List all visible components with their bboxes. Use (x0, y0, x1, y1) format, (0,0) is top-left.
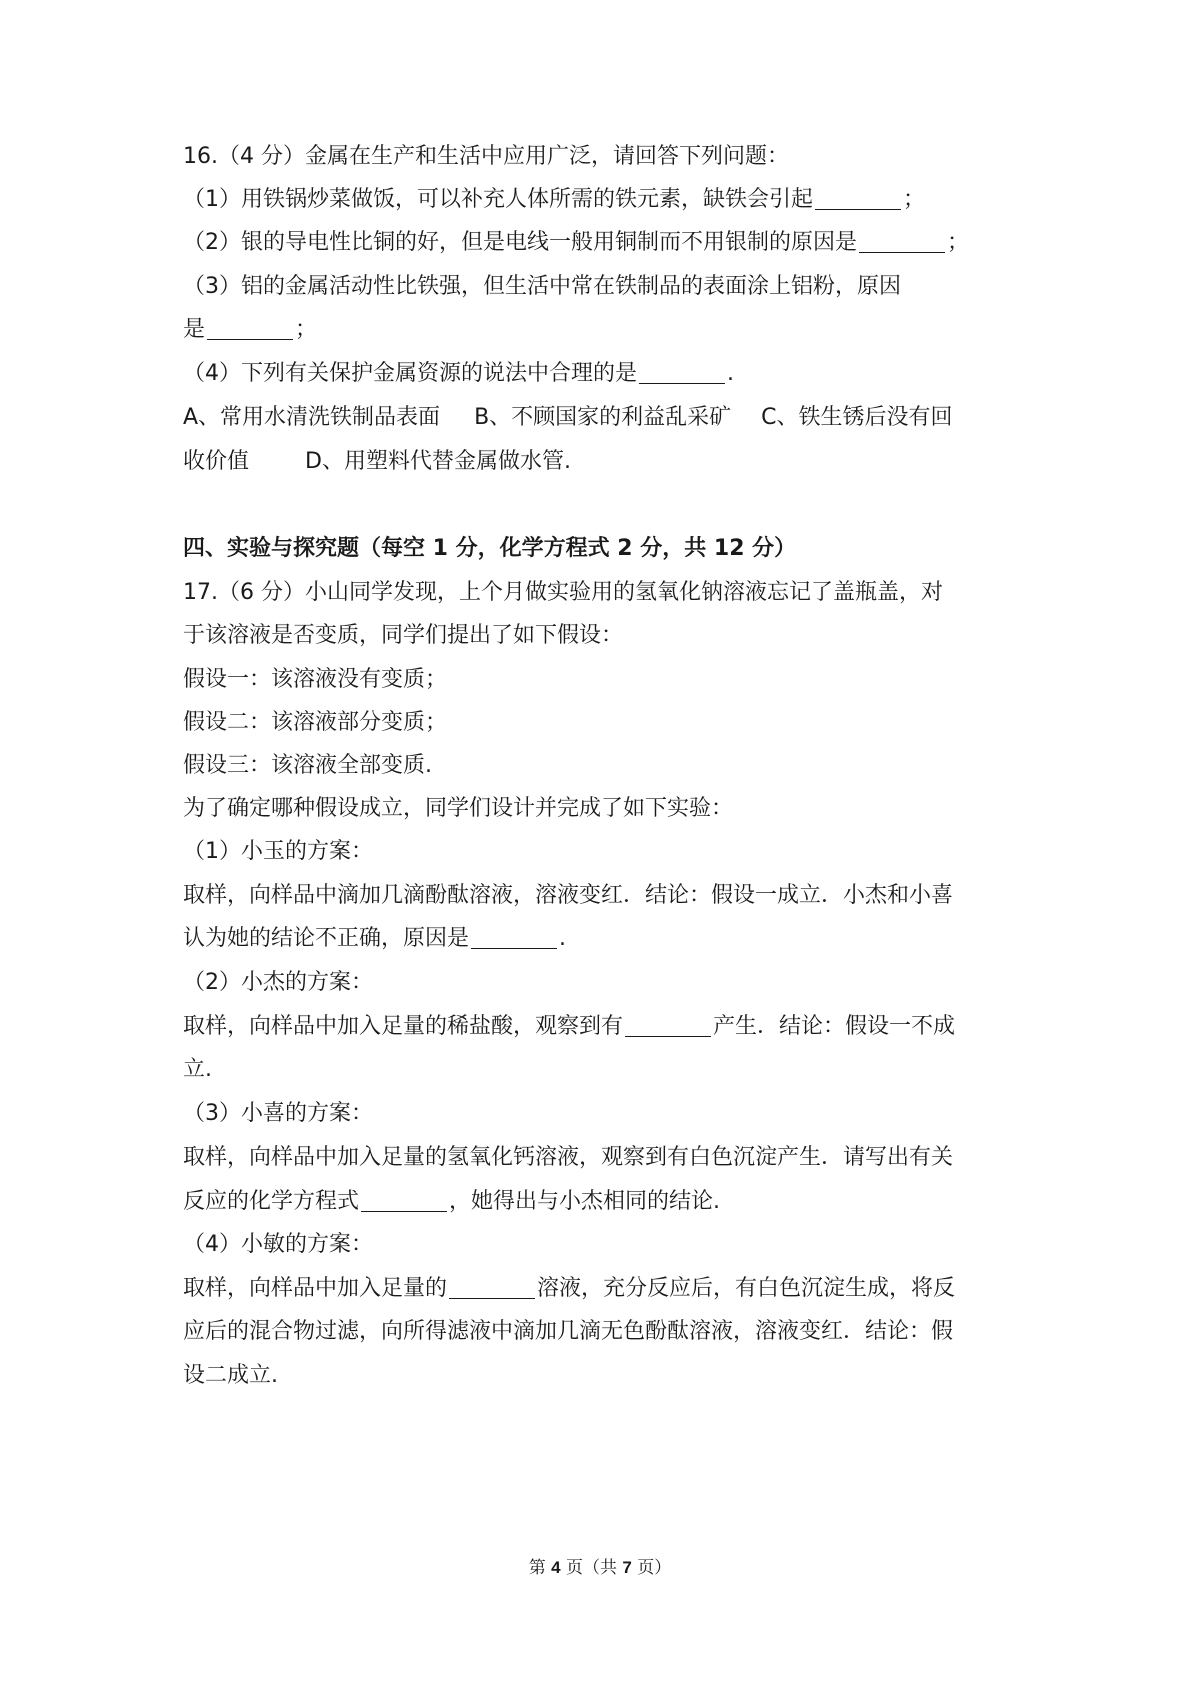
option-c-cont: 收价值 (183, 449, 250, 474)
option-b: B、不顾国家的利益乱采矿 (474, 405, 732, 430)
footer-suffix: 页） (637, 1558, 672, 1578)
option-a: A、常用水清洗铁制品表面 (183, 405, 441, 430)
q16-part3-text: 是 (183, 317, 206, 342)
answer-blank[interactable] (361, 1189, 447, 1212)
scheme-1-title: （1）小玉的方案： (183, 839, 373, 864)
answer-blank[interactable] (815, 187, 901, 210)
q16-part1-text: （1）用铁锅炒菜做饭，可以补充人体所需的铁元素，缺铁会引起 (183, 187, 813, 212)
q16-part4 (183, 358, 734, 390)
scheme-3-line1: 取样，向样品中加入足量的氢氧化钙溶液，观察到有白色沉淀产生．请写出有关 (183, 1145, 954, 1170)
q17-intro: 为了确定哪种假设成立，同学们设计并完成了如下实验： (183, 796, 734, 821)
scheme-3-end: ，她得出与小杰相同的结论. (449, 1189, 721, 1214)
q16-options-line2 (183, 446, 571, 478)
scheme-3-title: （3）小喜的方案： (183, 1101, 373, 1126)
scheme-4-end: 溶液，充分反应后，有白色沉淀生成，将反 (537, 1276, 956, 1301)
answer-blank[interactable] (207, 317, 293, 340)
scheme-2-line2: 立. (183, 1057, 212, 1082)
q16-part3-line2 (183, 314, 317, 346)
q16-part2-end: ； (947, 230, 970, 255)
scheme-3-line2 (183, 1186, 720, 1218)
hypothesis-2: 假设二：该溶液部分变质； (183, 710, 448, 735)
scheme-3-text: 反应的化学方程式 (183, 1189, 360, 1214)
page-footer (0, 1553, 1200, 1578)
scheme-4-line3: 设二成立. (183, 1363, 278, 1388)
q16-part4-end: . (727, 361, 734, 386)
scheme-1-line1: 取样，向样品中滴加几滴酚酞溶液，溶液变红．结论：假设一成立．小杰和小喜 (183, 883, 954, 908)
q16-part3-end: ； (295, 317, 318, 342)
q16-options-line1 (183, 402, 953, 434)
q16-part3-line1: （3）铝的金属活动性比铁强，但生活中常在铁制品的表面涂上铝粉，原因 (183, 274, 901, 299)
answer-blank[interactable] (639, 361, 725, 384)
q16-part1-end: ； (903, 187, 926, 212)
footer-middle: 页（共 (566, 1558, 617, 1578)
scheme-2-line1 (183, 1011, 955, 1043)
footer-prefix: 第 (528, 1558, 546, 1578)
q16-stem: 16.（4 分）金属在生产和生活中应用广泛，请回答下列问题： (183, 144, 789, 169)
q16-part1 (183, 184, 925, 216)
q17-stem-line2: 于该溶液是否变质，同学们提出了如下假设： (183, 623, 624, 648)
scheme-4-text: 取样，向样品中加入足量的 (183, 1276, 448, 1301)
q16-part2-text: （2）银的导电性比铜的好，但是电线一般用铜制而不用银制的原因是 (183, 230, 857, 255)
scheme-1-line2 (183, 923, 566, 955)
scheme-4-title: （4）小敏的方案： (183, 1232, 373, 1257)
scheme-4-line1 (183, 1273, 955, 1305)
answer-blank[interactable] (449, 1276, 535, 1299)
answer-blank[interactable] (859, 230, 945, 253)
scheme-2-text: 取样，向样品中加入足量的稀盐酸，观察到有 (183, 1014, 624, 1039)
option-c: C、铁生锈后没有回 (761, 405, 953, 430)
hypothesis-3: 假设三：该溶液全部变质. (183, 753, 432, 778)
scheme-2-title: （2）小杰的方案： (183, 970, 373, 995)
total-pages: 7 (622, 1558, 632, 1577)
page-number: 4 (551, 1558, 561, 1577)
hypothesis-1: 假设一：该溶液没有变质； (183, 667, 448, 692)
section-title: 四、实验与探究题（每空 1 分，化学方程式 2 分，共 12 分） (183, 536, 797, 561)
answer-blank[interactable] (471, 926, 557, 949)
option-d: D、用塑料代替金属做水管. (305, 449, 571, 474)
scheme-1-end: . (559, 926, 567, 951)
q17-stem-line1: 17.（6 分）小山同学发现，上个月做实验用的氢氧化钠溶液忘记了盖瓶盖，对 (183, 580, 943, 605)
scheme-4-line2: 应后的混合物过滤，向所得滤液中滴加几滴无色酚酞溶液，溶液变红．结论：假 (183, 1319, 954, 1344)
answer-blank[interactable] (625, 1014, 711, 1037)
scheme-2-end: 产生．结论：假设一不成 (713, 1014, 956, 1039)
scheme-1-text: 认为她的结论不正确，原因是 (183, 926, 470, 951)
q16-part4-text: （4）下列有关保护金属资源的说法中合理的是 (183, 361, 637, 386)
q16-part2 (183, 227, 969, 259)
